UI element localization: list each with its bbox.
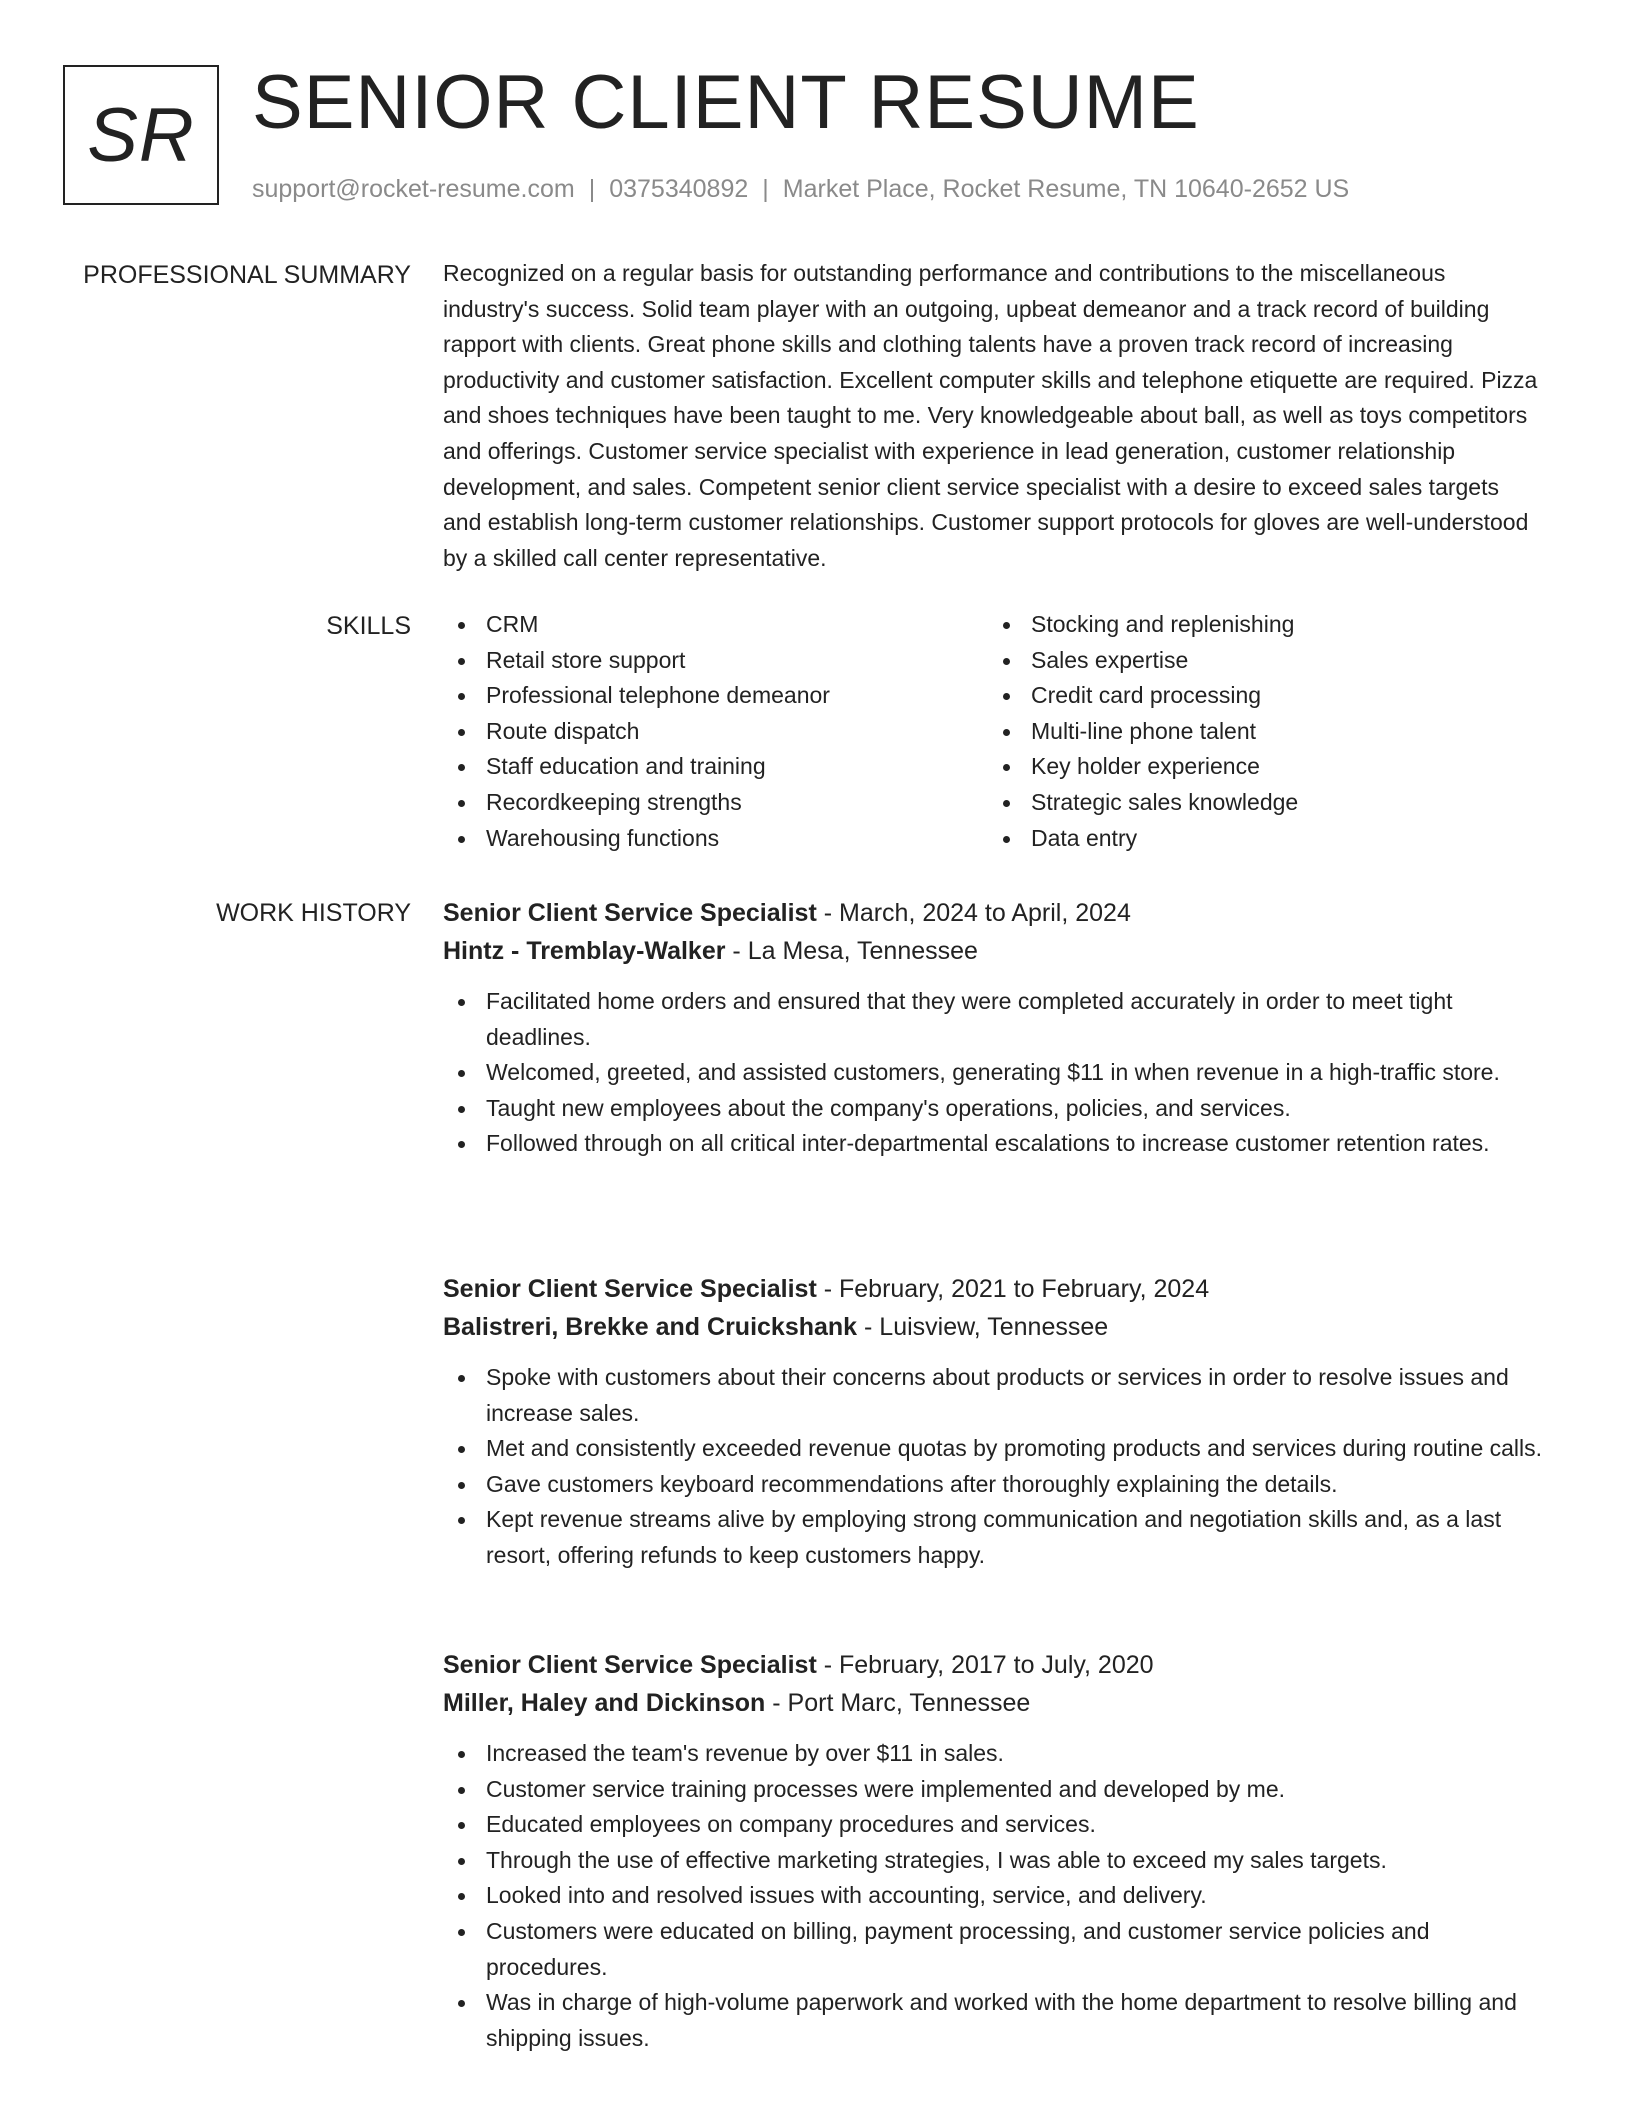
- job-title-line: [443, 1646, 1543, 1684]
- section-label-skills: SKILLS: [326, 612, 411, 640]
- job-location: - Luisview, Tennessee: [857, 1313, 1109, 1341]
- skill-item: Data entry: [988, 821, 1533, 857]
- job-bullet: Through the use of effective marketing strategies, I was able to exceed my sales targets.: [443, 1843, 1543, 1879]
- job-entry: [443, 894, 1543, 1162]
- job-company-line: [443, 932, 1543, 970]
- section-label-work: WORK HISTORY: [216, 899, 411, 927]
- skill-item: Warehousing functions: [443, 821, 988, 857]
- job-title: Senior Client Service Specialist: [443, 1651, 817, 1679]
- job-title: Senior Client Service Specialist: [443, 1275, 817, 1303]
- job-bullet: Looked into and resolved issues with accounting, service, and delivery.: [443, 1878, 1543, 1914]
- job-bullet: Taught new employees about the company's operations, policies, and services.: [443, 1091, 1543, 1127]
- skill-item: Professional telephone demeanor: [443, 678, 988, 714]
- job-bullet: Customer service training processes were implemented and developed by me.: [443, 1772, 1543, 1808]
- job-bullet: Facilitated home orders and ensured that they were completed accurately in order to meet tight deadlines.: [443, 984, 1543, 1055]
- contact-separator: |: [588, 175, 596, 203]
- job-bullets: [443, 984, 1543, 1162]
- job-bullet: Followed through on all critical inter-departmental escalations to increase customer retention rates.: [443, 1126, 1543, 1162]
- job-company: Hintz - Tremblay-Walker: [443, 937, 726, 965]
- skill-item: Route dispatch: [443, 714, 988, 750]
- job-dates: - March, 2024 to April, 2024: [816, 899, 1131, 927]
- job-bullet: Educated employees on company procedures and services.: [443, 1807, 1543, 1843]
- skills-column-left: [443, 607, 988, 856]
- job-entry: [443, 1646, 1543, 2056]
- skill-item: Stocking and replenishing: [988, 607, 1533, 643]
- job-entry: [443, 1270, 1543, 1574]
- job-bullet: Welcomed, greeted, and assisted customers, generating $11 in when revenue in a high-traffic store.: [443, 1055, 1543, 1091]
- job-company: Balistreri, Brekke and Cruickshank: [443, 1313, 858, 1341]
- skill-item: Key holder experience: [988, 749, 1533, 785]
- job-bullets: [443, 1736, 1543, 2056]
- summary-text: Recognized on a regular basis for outstanding performance and contributions to the miscellaneous industry's success. Solid team player with an outgoing, upbeat demeanor and a track record of building rapport with clients. Great phone skills and clothing talents have a proven track record of increasing productivity and customer satisfaction. Excellent computer skills and telephone etiquette are required. Pizza and shoes techniques have been taught to me. Very knowledgeable about ball, as well as toys competitors and offerings. Customer service specialist with experience in lead generation, customer relationship development, and sales. Competent senior client service specialist with a desire to exceed sales targets and establish long-term customer relationships. Customer support protocols for gloves are well-understood by a skilled call center representative.: [443, 260, 1538, 571]
- skill-item: CRM: [443, 607, 988, 643]
- contact-address: Market Place, Rocket Resume, TN 10640-2652 US: [782, 175, 1350, 203]
- monogram-box: [63, 65, 219, 205]
- skill-item: Retail store support: [443, 643, 988, 679]
- job-bullet: Kept revenue streams alive by employing strong communication and negotiation skills and, as a last resort, offering refunds to keep customers happy.: [443, 1502, 1543, 1573]
- job-company-line: [443, 1308, 1543, 1346]
- contact-email: support@rocket-resume.com: [252, 175, 575, 203]
- skill-item: Strategic sales knowledge: [988, 785, 1533, 821]
- monogram-initials: SR: [87, 92, 195, 178]
- resume-title: SENIOR CLIENT RESUME: [252, 60, 1200, 145]
- summary-body: [443, 256, 1543, 576]
- job-bullet: Met and consistently exceeded revenue quotas by promoting products and services during routine calls.: [443, 1431, 1543, 1467]
- job-dates: - February, 2017 to July, 2020: [816, 1651, 1154, 1679]
- job-dates: - February, 2021 to February, 2024: [816, 1275, 1210, 1303]
- job-company: Miller, Haley and Dickinson: [443, 1689, 766, 1717]
- job-bullet: Customers were educated on billing, payment processing, and customer service policies and procedures.: [443, 1914, 1543, 1985]
- job-title-line: [443, 894, 1543, 932]
- job-bullet: Spoke with customers about their concerns about products or services in order to resolve issues and increase sales.: [443, 1360, 1543, 1431]
- job-bullet: Increased the team's revenue by over $11 in sales.: [443, 1736, 1543, 1772]
- job-location: - Port Marc, Tennessee: [765, 1689, 1031, 1717]
- job-bullets: [443, 1360, 1543, 1574]
- section-label-summary: PROFESSIONAL SUMMARY: [83, 261, 411, 289]
- contact-phone: 0375340892: [609, 175, 749, 203]
- skills-column-right: [988, 607, 1533, 856]
- skills-body: [443, 607, 1543, 856]
- skill-item: Credit card processing: [988, 678, 1533, 714]
- job-title-line: [443, 1270, 1543, 1308]
- job-location: - La Mesa, Tennessee: [725, 937, 978, 965]
- skill-item: Sales expertise: [988, 643, 1533, 679]
- job-bullet: Was in charge of high-volume paperwork and worked with the home department to resolve billing and shipping issues.: [443, 1985, 1543, 2056]
- skill-item: Staff education and training: [443, 749, 988, 785]
- skill-item: Multi-line phone talent: [988, 714, 1533, 750]
- skills-grid: [443, 607, 1543, 856]
- skill-item: Recordkeeping strengths: [443, 785, 988, 821]
- job-bullet: Gave customers keyboard recommendations after thoroughly explaining the details.: [443, 1467, 1543, 1503]
- job-company-line: [443, 1684, 1543, 1722]
- contact-separator: |: [762, 175, 769, 203]
- job-title: Senior Client Service Specialist: [443, 899, 817, 927]
- contact-line: [252, 172, 1349, 206]
